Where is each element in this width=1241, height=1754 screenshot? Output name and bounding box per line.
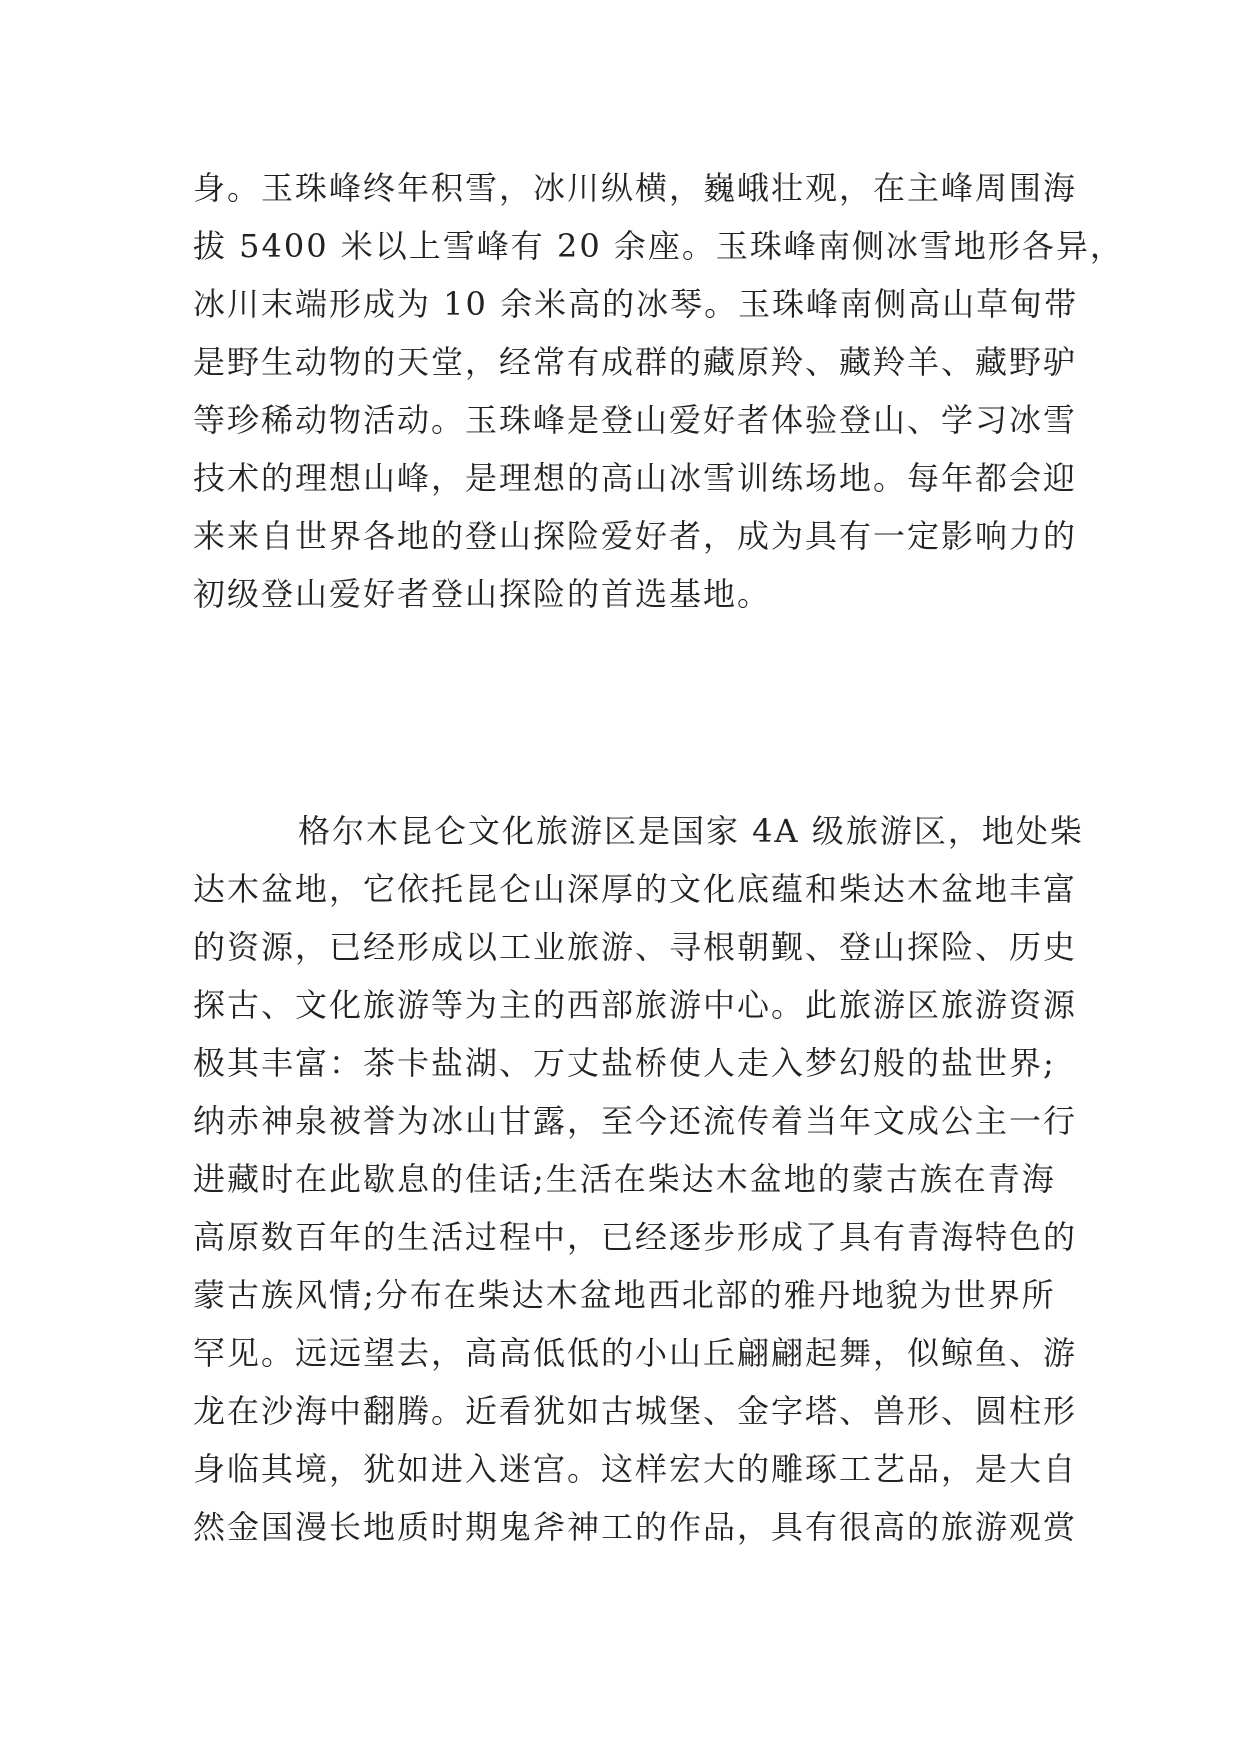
text-line: 身。玉珠峰终年积雪，冰川纵横，巍峨壮观，在主峰周围海 <box>193 169 1078 207</box>
text-line: 蒙古族风情;分布在柴达木盆地西北部的雅丹地貌为世界所 <box>193 1276 1056 1314</box>
text-line: 的资源，已经形成以工业旅游、寻根朝觐、登山探险、历史 <box>193 928 1078 966</box>
text-line: 进藏时在此歇息的佳话;生活在柴达木盆地的蒙古族在青海 <box>193 1160 1056 1198</box>
text-line: 初级登山爱好者登山探险的首选基地。 <box>193 575 772 613</box>
text-line: 技术的理想山峰，是理想的高山冰雪训练场地。每年都会迎 <box>193 459 1078 497</box>
text-line: 是野生动物的天堂，经常有成群的藏原羚、藏羚羊、藏野驴 <box>193 343 1078 381</box>
text-line: 极其丰富：茶卡盐湖、万丈盐桥使人走入梦幻般的盐世界; <box>193 1044 1056 1082</box>
text-line: 等珍稀动物活动。玉珠峰是登山爱好者体验登山、学习冰雪 <box>193 401 1078 439</box>
text-line: 探古、文化旅游等为主的西部旅游中心。此旅游区旅游资源 <box>193 986 1078 1024</box>
text-line: 纳赤神泉被誉为冰山甘露，至今还流传着当年文成公主一行 <box>193 1102 1078 1140</box>
text-line: 格尔木昆仑文化旅游区是国家 4A 级旅游区，地处柴 <box>298 812 1084 850</box>
text-line: 来来自世界各地的登山探险爱好者，成为具有一定影响力的 <box>193 517 1078 555</box>
text-line: 达木盆地，它依托昆仑山深厚的文化底蕴和柴达木盆地丰富 <box>193 870 1078 908</box>
text-line: 龙在沙海中翻腾。近看犹如古城堡、金字塔、兽形、圆柱形 <box>193 1392 1078 1430</box>
text-line: 高原数百年的生活过程中，已经逐步形成了具有青海特色的 <box>193 1218 1078 1256</box>
text-line: 冰川末端形成为 10 余米高的冰琴。玉珠峰南侧高山草甸带 <box>193 285 1079 323</box>
text-line: 拔 5400 米以上雪峰有 20 余座。玉珠峰南侧冰雪地形各异， <box>193 227 1124 265</box>
text-line: 身临其境，犹如进入迷宫。这样宏大的雕琢工艺品，是大自 <box>193 1450 1078 1488</box>
text-line: 然金国漫长地质时期鬼斧神工的作品，具有很高的旅游观赏 <box>193 1508 1078 1546</box>
text-line: 罕见。远远望去，高高低低的小山丘翩翩起舞，似鲸鱼、游 <box>193 1334 1078 1372</box>
